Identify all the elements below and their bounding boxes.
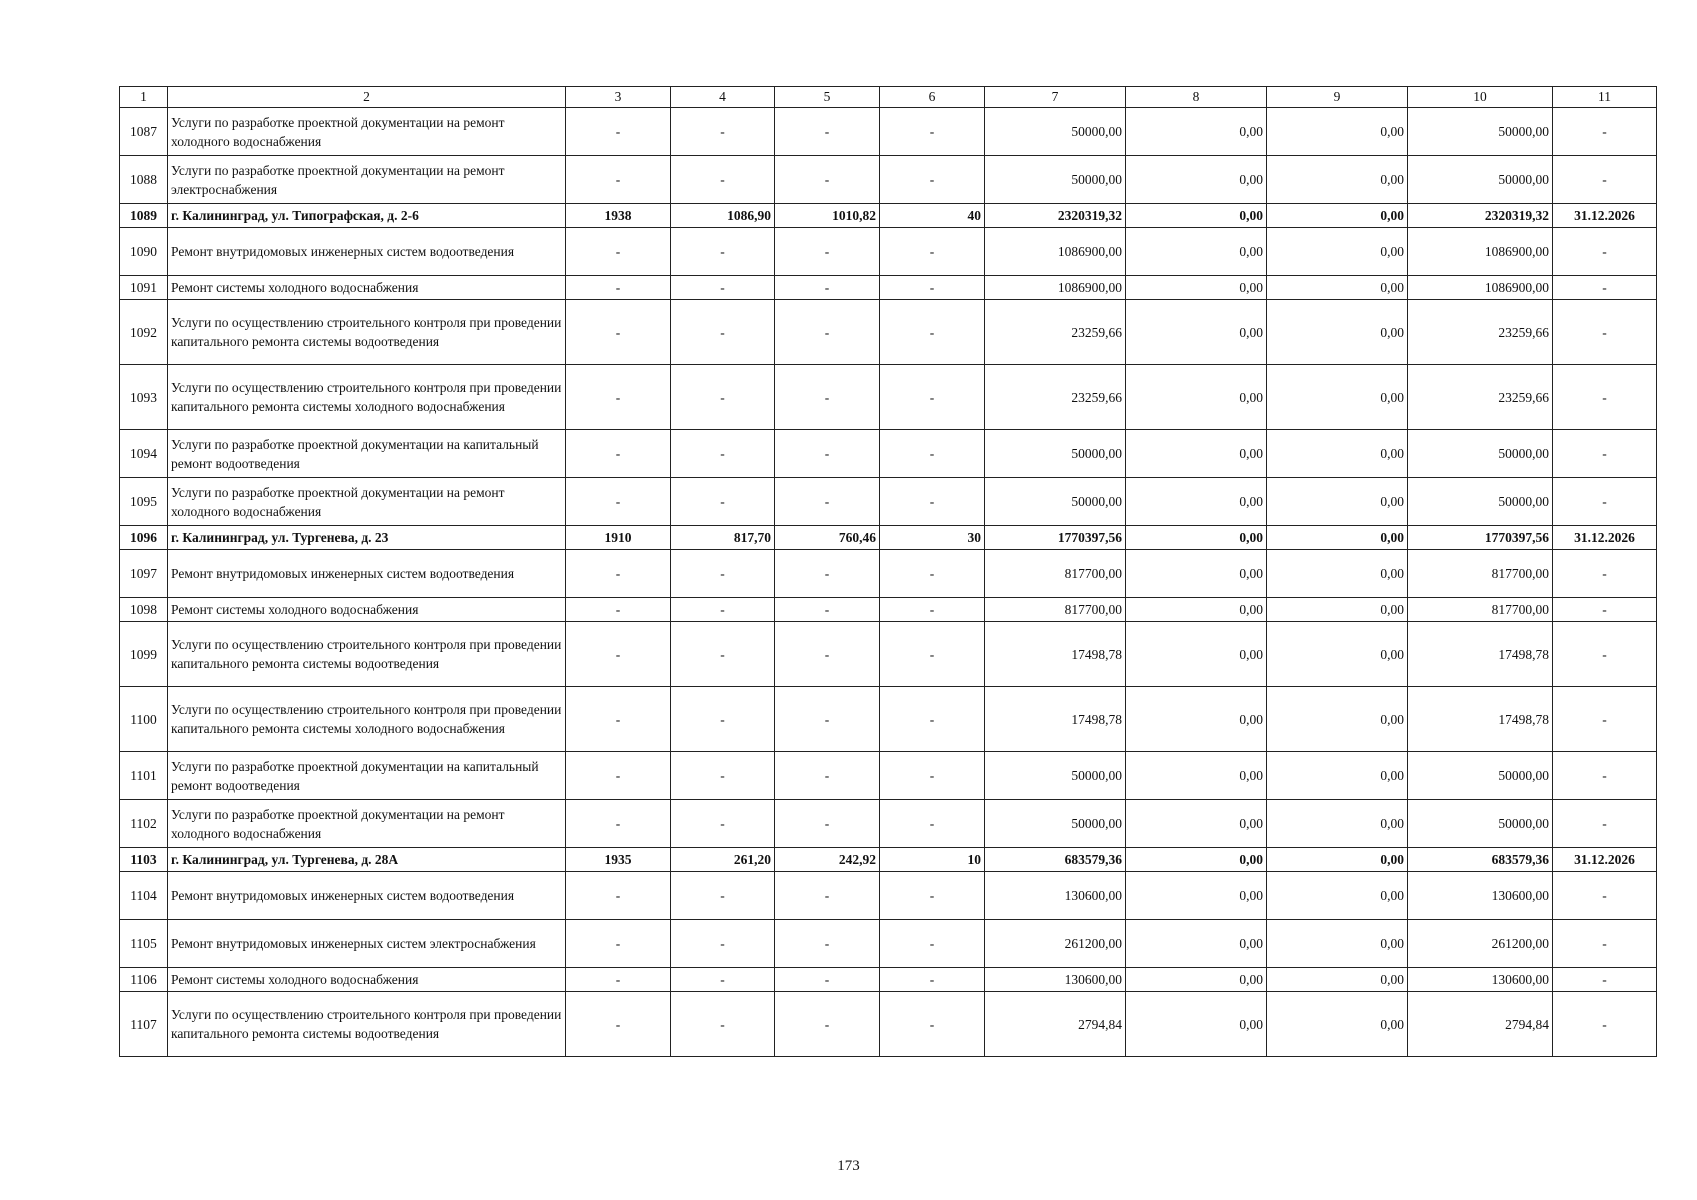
header-cell: 6: [880, 87, 985, 108]
col-4-cell: 817,70: [671, 526, 775, 550]
col-7-amount: 17498,78: [985, 687, 1126, 752]
col-9-amount: 0,00: [1267, 365, 1408, 430]
col-3-cell: -: [566, 920, 671, 968]
col-3-cell: -: [566, 108, 671, 156]
col-4-cell: -: [671, 752, 775, 800]
col-4-cell: -: [671, 478, 775, 526]
col-9-amount: 0,00: [1267, 968, 1408, 992]
col-7-amount: 2794,84: [985, 992, 1126, 1057]
col-3-cell: 1938: [566, 204, 671, 228]
col-6-cell: -: [880, 992, 985, 1057]
table-row: [120, 598, 1657, 622]
col-7-amount: 261200,00: [985, 920, 1126, 968]
table-row: [120, 228, 1657, 276]
col-9-amount: 0,00: [1267, 478, 1408, 526]
col-5-cell: -: [775, 365, 880, 430]
col-10-amount: 817700,00: [1408, 550, 1553, 598]
col-7-amount: 1086900,00: [985, 276, 1126, 300]
col-6-cell: -: [880, 108, 985, 156]
table-row: [120, 276, 1657, 300]
col-9-amount: 0,00: [1267, 920, 1408, 968]
col-8-amount: 0,00: [1126, 478, 1267, 526]
col-7-amount: 2320319,32: [985, 204, 1126, 228]
col-7-amount: 50000,00: [985, 752, 1126, 800]
col-9-amount: 0,00: [1267, 276, 1408, 300]
col-3-cell: 1935: [566, 848, 671, 872]
data-table: [119, 86, 1657, 1057]
table-row: [120, 300, 1657, 365]
table-row: [120, 752, 1657, 800]
col-4-cell: -: [671, 872, 775, 920]
col-11-date: 31.12.2026: [1553, 848, 1657, 872]
col-3-cell: -: [566, 687, 671, 752]
col-7-amount: 50000,00: [985, 156, 1126, 204]
col-5-cell: -: [775, 752, 880, 800]
row-number: 1098: [120, 598, 168, 622]
col-5-cell: -: [775, 598, 880, 622]
col-11-date: -: [1553, 622, 1657, 687]
row-number: 1095: [120, 478, 168, 526]
work-description: Услуги по разработке проектной документации на ремонт холодного водоснабжения: [168, 800, 566, 848]
col-9-amount: 0,00: [1267, 228, 1408, 276]
col-5-cell: 242,92: [775, 848, 880, 872]
row-number: 1097: [120, 550, 168, 598]
col-11-date: -: [1553, 550, 1657, 598]
col-6-cell: -: [880, 800, 985, 848]
row-number: 1091: [120, 276, 168, 300]
work-description: Ремонт системы холодного водоснабжения: [168, 968, 566, 992]
work-description: Услуги по разработке проектной документации на ремонт электроснабжения: [168, 156, 566, 204]
work-description: Ремонт внутридомовых инженерных систем водоотведения: [168, 228, 566, 276]
col-3-cell: -: [566, 622, 671, 687]
header-cell: 8: [1126, 87, 1267, 108]
col-11-date: -: [1553, 430, 1657, 478]
col-10-amount: 50000,00: [1408, 430, 1553, 478]
header-cell: 2: [168, 87, 566, 108]
work-description: Услуги по осуществлению строительного контроля при проведении капитального ремонта системы водоотведения: [168, 992, 566, 1057]
col-7-amount: 817700,00: [985, 550, 1126, 598]
col-9-amount: 0,00: [1267, 108, 1408, 156]
col-6-cell: -: [880, 968, 985, 992]
col-9-amount: 0,00: [1267, 156, 1408, 204]
table-body: [120, 87, 1657, 1057]
col-5-cell: -: [775, 276, 880, 300]
col-10-amount: 50000,00: [1408, 478, 1553, 526]
col-10-amount: 23259,66: [1408, 300, 1553, 365]
work-description: г. Калининград, ул. Типографская, д. 2-6: [168, 204, 566, 228]
col-8-amount: 0,00: [1126, 228, 1267, 276]
col-5-cell: -: [775, 968, 880, 992]
col-8-amount: 0,00: [1126, 156, 1267, 204]
col-6-cell: -: [880, 276, 985, 300]
col-8-amount: 0,00: [1126, 622, 1267, 687]
col-3-cell: -: [566, 968, 671, 992]
page-number: 173: [837, 1158, 860, 1174]
col-5-cell: -: [775, 687, 880, 752]
col-10-amount: 23259,66: [1408, 365, 1553, 430]
table-row: [120, 156, 1657, 204]
col-4-cell: -: [671, 920, 775, 968]
col-6-cell: -: [880, 872, 985, 920]
work-description: Услуги по разработке проектной документации на капитальный ремонт водоотведения: [168, 430, 566, 478]
col-5-cell: -: [775, 622, 880, 687]
col-3-cell: -: [566, 992, 671, 1057]
col-8-amount: 0,00: [1126, 992, 1267, 1057]
col-9-amount: 0,00: [1267, 204, 1408, 228]
col-3-cell: -: [566, 872, 671, 920]
col-11-date: -: [1553, 156, 1657, 204]
table-row: [120, 550, 1657, 598]
col-4-cell: -: [671, 598, 775, 622]
col-11-date: -: [1553, 992, 1657, 1057]
col-10-amount: 17498,78: [1408, 622, 1553, 687]
col-10-amount: 50000,00: [1408, 108, 1553, 156]
table-row: [120, 622, 1657, 687]
col-7-amount: 817700,00: [985, 598, 1126, 622]
col-8-amount: 0,00: [1126, 752, 1267, 800]
col-11-date: -: [1553, 228, 1657, 276]
col-6-cell: -: [880, 228, 985, 276]
address-row: [120, 526, 1657, 550]
col-6-cell: -: [880, 550, 985, 598]
col-9-amount: 0,00: [1267, 872, 1408, 920]
col-5-cell: 1010,82: [775, 204, 880, 228]
col-11-date: -: [1553, 300, 1657, 365]
col-6-cell: -: [880, 622, 985, 687]
col-9-amount: 0,00: [1267, 300, 1408, 365]
col-3-cell: -: [566, 752, 671, 800]
work-description: Ремонт системы холодного водоснабжения: [168, 276, 566, 300]
col-5-cell: -: [775, 800, 880, 848]
row-number: 1102: [120, 800, 168, 848]
work-description: Ремонт внутридомовых инженерных систем электроснабжения: [168, 920, 566, 968]
col-8-amount: 0,00: [1126, 550, 1267, 598]
col-8-amount: 0,00: [1126, 872, 1267, 920]
row-number: 1105: [120, 920, 168, 968]
col-8-amount: 0,00: [1126, 687, 1267, 752]
col-5-cell: -: [775, 872, 880, 920]
col-6-cell: -: [880, 687, 985, 752]
header-cell: 9: [1267, 87, 1408, 108]
col-11-date: -: [1553, 920, 1657, 968]
col-3-cell: -: [566, 156, 671, 204]
table-row: [120, 365, 1657, 430]
col-11-date: -: [1553, 872, 1657, 920]
col-4-cell: -: [671, 300, 775, 365]
col-5-cell: -: [775, 430, 880, 478]
header-cell: 3: [566, 87, 671, 108]
col-6-cell: -: [880, 598, 985, 622]
col-4-cell: -: [671, 687, 775, 752]
col-10-amount: 50000,00: [1408, 800, 1553, 848]
col-7-amount: 1086900,00: [985, 228, 1126, 276]
col-6-cell: -: [880, 365, 985, 430]
row-number: 1106: [120, 968, 168, 992]
col-8-amount: 0,00: [1126, 920, 1267, 968]
work-description: г. Калининград, ул. Тургенева, д. 28А: [168, 848, 566, 872]
col-4-cell: -: [671, 800, 775, 848]
col-4-cell: 261,20: [671, 848, 775, 872]
col-4-cell: 1086,90: [671, 204, 775, 228]
col-4-cell: -: [671, 276, 775, 300]
col-8-amount: 0,00: [1126, 108, 1267, 156]
row-number: 1087: [120, 108, 168, 156]
table-row: [120, 920, 1657, 968]
row-number: 1101: [120, 752, 168, 800]
col-8-amount: 0,00: [1126, 526, 1267, 550]
col-3-cell: -: [566, 598, 671, 622]
col-6-cell: -: [880, 920, 985, 968]
table-row: [120, 430, 1657, 478]
work-description: Ремонт системы холодного водоснабжения: [168, 598, 566, 622]
header-cell: 10: [1408, 87, 1553, 108]
col-10-amount: 17498,78: [1408, 687, 1553, 752]
col-11-date: 31.12.2026: [1553, 526, 1657, 550]
col-6-cell: -: [880, 430, 985, 478]
col-6-cell: -: [880, 156, 985, 204]
col-5-cell: -: [775, 992, 880, 1057]
col-8-amount: 0,00: [1126, 598, 1267, 622]
work-description: Услуги по разработке проектной документации на ремонт холодного водоснабжения: [168, 478, 566, 526]
row-number: 1099: [120, 622, 168, 687]
header-cell: 5: [775, 87, 880, 108]
col-9-amount: 0,00: [1267, 687, 1408, 752]
col-11-date: -: [1553, 968, 1657, 992]
col-7-amount: 1770397,56: [985, 526, 1126, 550]
row-number: 1089: [120, 204, 168, 228]
col-11-date: -: [1553, 598, 1657, 622]
col-11-date: -: [1553, 108, 1657, 156]
col-4-cell: -: [671, 430, 775, 478]
col-6-cell: 30: [880, 526, 985, 550]
work-description: г. Калининград, ул. Тургенева, д. 23: [168, 526, 566, 550]
table-row: [120, 992, 1657, 1057]
col-7-amount: 683579,36: [985, 848, 1126, 872]
col-4-cell: -: [671, 968, 775, 992]
col-11-date: 31.12.2026: [1553, 204, 1657, 228]
col-7-amount: 130600,00: [985, 872, 1126, 920]
row-number: 1107: [120, 992, 168, 1057]
col-7-amount: 23259,66: [985, 300, 1126, 365]
col-10-amount: 1770397,56: [1408, 526, 1553, 550]
row-number: 1100: [120, 687, 168, 752]
col-5-cell: -: [775, 550, 880, 598]
address-row: [120, 848, 1657, 872]
col-10-amount: 817700,00: [1408, 598, 1553, 622]
col-7-amount: 23259,66: [985, 365, 1126, 430]
col-6-cell: -: [880, 752, 985, 800]
col-10-amount: 50000,00: [1408, 156, 1553, 204]
row-number: 1093: [120, 365, 168, 430]
work-description: Ремонт внутридомовых инженерных систем водоотведения: [168, 550, 566, 598]
col-8-amount: 0,00: [1126, 848, 1267, 872]
col-3-cell: -: [566, 228, 671, 276]
table-row: [120, 478, 1657, 526]
col-3-cell: -: [566, 550, 671, 598]
col-5-cell: 760,46: [775, 526, 880, 550]
col-3-cell: -: [566, 800, 671, 848]
col-3-cell: -: [566, 478, 671, 526]
col-9-amount: 0,00: [1267, 622, 1408, 687]
col-9-amount: 0,00: [1267, 526, 1408, 550]
col-9-amount: 0,00: [1267, 598, 1408, 622]
col-10-amount: 2320319,32: [1408, 204, 1553, 228]
col-8-amount: 0,00: [1126, 800, 1267, 848]
work-description: Ремонт внутридомовых инженерных систем водоотведения: [168, 872, 566, 920]
work-description: Услуги по осуществлению строительного контроля при проведении капитального ремонта системы холодного водоснабжения: [168, 365, 566, 430]
col-5-cell: -: [775, 920, 880, 968]
col-11-date: -: [1553, 687, 1657, 752]
work-description: Услуги по осуществлению строительного контроля при проведении капитального ремонта системы водоотведения: [168, 622, 566, 687]
col-6-cell: 40: [880, 204, 985, 228]
col-5-cell: -: [775, 156, 880, 204]
row-number: 1090: [120, 228, 168, 276]
col-3-cell: -: [566, 365, 671, 430]
col-4-cell: -: [671, 365, 775, 430]
col-11-date: -: [1553, 752, 1657, 800]
col-11-date: -: [1553, 800, 1657, 848]
row-number: 1088: [120, 156, 168, 204]
col-4-cell: -: [671, 228, 775, 276]
col-7-amount: 50000,00: [985, 108, 1126, 156]
col-4-cell: -: [671, 622, 775, 687]
col-8-amount: 0,00: [1126, 300, 1267, 365]
col-9-amount: 0,00: [1267, 752, 1408, 800]
col-5-cell: -: [775, 228, 880, 276]
col-10-amount: 130600,00: [1408, 872, 1553, 920]
col-4-cell: -: [671, 992, 775, 1057]
col-4-cell: -: [671, 550, 775, 598]
row-number: 1104: [120, 872, 168, 920]
header-cell: 7: [985, 87, 1126, 108]
header-cell: 1: [120, 87, 168, 108]
col-10-amount: 1086900,00: [1408, 276, 1553, 300]
table-row: [120, 872, 1657, 920]
col-7-amount: 130600,00: [985, 968, 1126, 992]
col-10-amount: 130600,00: [1408, 968, 1553, 992]
col-3-cell: -: [566, 430, 671, 478]
work-description: Услуги по разработке проектной документации на ремонт холодного водоснабжения: [168, 108, 566, 156]
row-number: 1096: [120, 526, 168, 550]
col-9-amount: 0,00: [1267, 550, 1408, 598]
work-description: Услуги по осуществлению строительного контроля при проведении капитального ремонта системы холодного водоснабжения: [168, 687, 566, 752]
col-11-date: -: [1553, 365, 1657, 430]
col-10-amount: 261200,00: [1408, 920, 1553, 968]
col-7-amount: 50000,00: [985, 430, 1126, 478]
col-11-date: -: [1553, 478, 1657, 526]
col-9-amount: 0,00: [1267, 992, 1408, 1057]
col-3-cell: -: [566, 300, 671, 365]
col-5-cell: -: [775, 300, 880, 365]
col-10-amount: 2794,84: [1408, 992, 1553, 1057]
col-4-cell: -: [671, 108, 775, 156]
header-row: [120, 87, 1657, 108]
col-3-cell: -: [566, 276, 671, 300]
col-8-amount: 0,00: [1126, 365, 1267, 430]
col-5-cell: -: [775, 108, 880, 156]
row-number: 1092: [120, 300, 168, 365]
col-9-amount: 0,00: [1267, 848, 1408, 872]
col-8-amount: 0,00: [1126, 276, 1267, 300]
col-8-amount: 0,00: [1126, 204, 1267, 228]
col-6-cell: -: [880, 478, 985, 526]
work-description: Услуги по осуществлению строительного контроля при проведении капитального ремонта системы водоотведения: [168, 300, 566, 365]
header-cell: 4: [671, 87, 775, 108]
col-9-amount: 0,00: [1267, 430, 1408, 478]
col-10-amount: 50000,00: [1408, 752, 1553, 800]
address-row: [120, 204, 1657, 228]
col-10-amount: 683579,36: [1408, 848, 1553, 872]
table-row: [120, 800, 1657, 848]
row-number: 1094: [120, 430, 168, 478]
row-number: 1103: [120, 848, 168, 872]
col-5-cell: -: [775, 478, 880, 526]
col-3-cell: 1910: [566, 526, 671, 550]
col-10-amount: 1086900,00: [1408, 228, 1553, 276]
table-row: [120, 687, 1657, 752]
header-cell: 11: [1553, 87, 1657, 108]
col-9-amount: 0,00: [1267, 800, 1408, 848]
col-7-amount: 50000,00: [985, 478, 1126, 526]
col-4-cell: -: [671, 156, 775, 204]
work-description: Услуги по разработке проектной документации на капитальный ремонт водоотведения: [168, 752, 566, 800]
col-7-amount: 17498,78: [985, 622, 1126, 687]
table-row: [120, 968, 1657, 992]
col-7-amount: 50000,00: [985, 800, 1126, 848]
col-6-cell: -: [880, 300, 985, 365]
col-11-date: -: [1553, 276, 1657, 300]
table-row: [120, 108, 1657, 156]
col-8-amount: 0,00: [1126, 968, 1267, 992]
col-8-amount: 0,00: [1126, 430, 1267, 478]
col-6-cell: 10: [880, 848, 985, 872]
